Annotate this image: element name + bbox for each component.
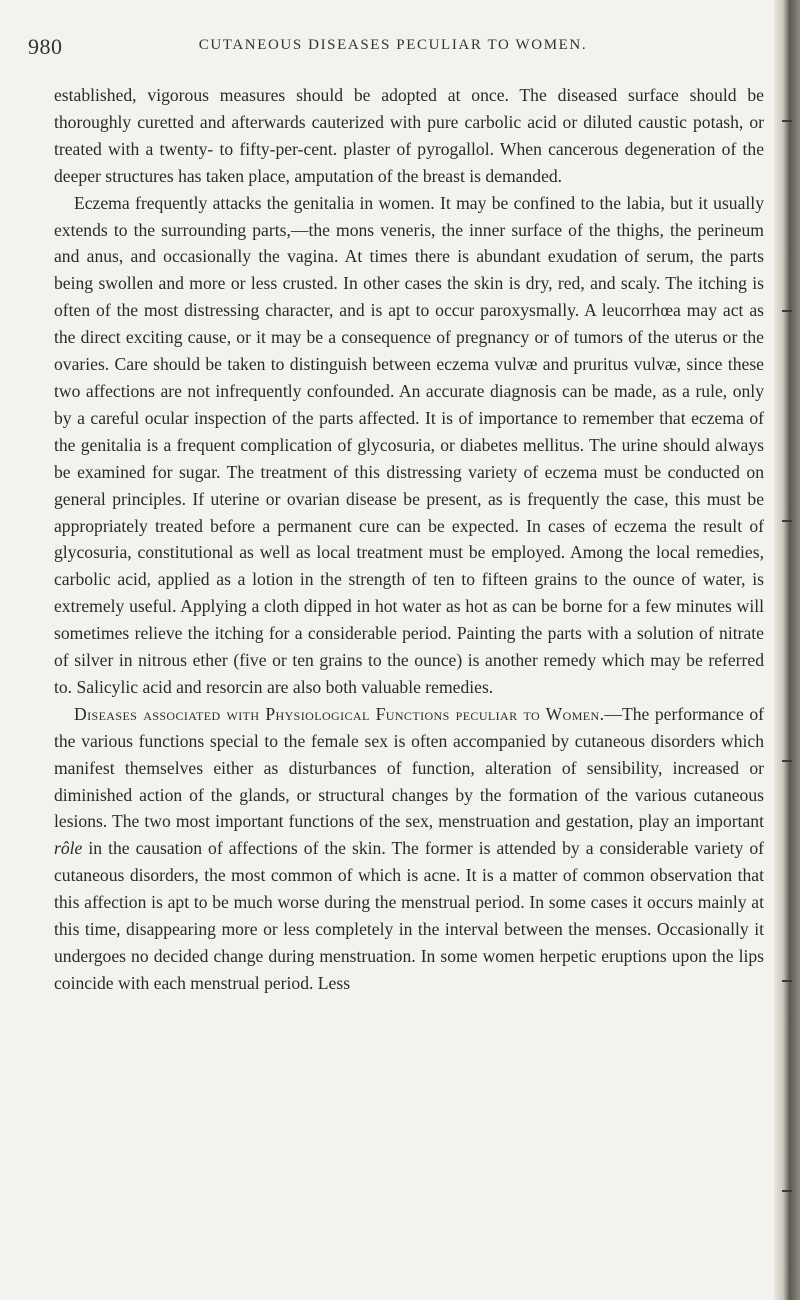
page-header	[28, 34, 758, 64]
binding-mark	[782, 980, 792, 982]
paragraph-continuation: established, vigorous measures should be adopted at once. The diseased surface should be thoroughly curetted and afterwards cauterized with pure carbolic acid or diluted caustic potash, or treated with a twenty- to fifty-per-cent. plaster of pyrogallol. When cancerous degeneration of the deeper structures has taken place, amputation of the breast is demanded.	[54, 85, 764, 186]
paragraph-physiological-functions	[54, 701, 764, 997]
paragraph-text: in the causation of affections of the skin. The former is attended by a considerable variety of cutaneous disorders, the most common of which is acne. It is a matter of common observation that this affection is apt to be much worse during the menstrual period. In some cases it occurs mainly at this time, disappearing more or less completely in the interval between the menses. Occasionally it undergoes no decided change during menstruation. In some women herpetic eruptions upon the lips coincide with each menstrual period. Less	[54, 838, 764, 993]
binding-mark	[782, 310, 792, 312]
body-text	[54, 82, 764, 997]
binding-mark	[782, 1190, 792, 1192]
binding-edge	[774, 0, 800, 1300]
page-number: 980	[28, 34, 63, 59]
running-head: CUTANEOUS DISEASES PECULIAR TO WOMEN.	[198, 37, 588, 53]
binding-mark	[782, 120, 792, 122]
paragraph-text: —The performance of the various functions special to the female sex is often accompanied by cutaneous disorders which manifest themselves either as disturbances of function, alteration of sensibility, increased or diminished action of the glands, or structural changes by the formation of the various cutaneous lesions. The two most important functions of the sex, menstruation and gestation, play an important	[54, 703, 764, 832]
section-heading: Diseases associated with Physiological Functions peculiar to Women.	[74, 703, 605, 724]
paragraph-eczema: Eczema frequently attacks the genitalia in women. It may be confined to the labia, but it usually extends to the surrounding parts,—the mons veneris, the inner surface of the thighs, the perineum and anus, and occasionally the vagina. At times there is abundant exudation of serum, the parts being swollen and more or less crusted. In other cases the skin is dry, red, and scaly. The itching is often of the most distressing character, and is apt to occur paroxysmally. A leucorrhœa may act as the direct exciting cause, or it may be a consequence of pregnancy or of tumors of the uterus or the ovaries. Care should be taken to distinguish between eczema vulvæ and pruritus vulvæ, since these two affections are not infrequently confounded. An accurate diagnosis can be made, as a rule, only by a careful ocular inspection of the parts affected. It is of importance to remember that eczema of the genitalia is a frequent complication of glycosuria, or diabetes mellitus. The urine should always be examined for sugar. The treatment of this distressing variety of eczema must be conducted on general principles. If uterine or ovarian disease be present, as is frequently the case, this must be appropriately treated before a permanent cure can be expected. In cases of eczema the result of glycosuria, constitutional as well as local treatment must be employed. Among the local remedies, carbolic acid, applied as a lotion in the strength of ten to fifteen grains to the ounce of water, is extremely useful. Applying a cloth dipped in hot water as hot as can be borne for a few minutes will sometimes relieve the itching for a considerable period. Painting the parts with a solution of nitrate of silver in nitrous ether (five or ten grains to the ounce) is another remedy which may be referred to. Salicylic acid and resorcin are also both valuable remedies.	[54, 192, 764, 697]
binding-mark	[782, 520, 792, 522]
binding-mark	[782, 760, 792, 762]
italic-term: rôle	[54, 838, 83, 859]
